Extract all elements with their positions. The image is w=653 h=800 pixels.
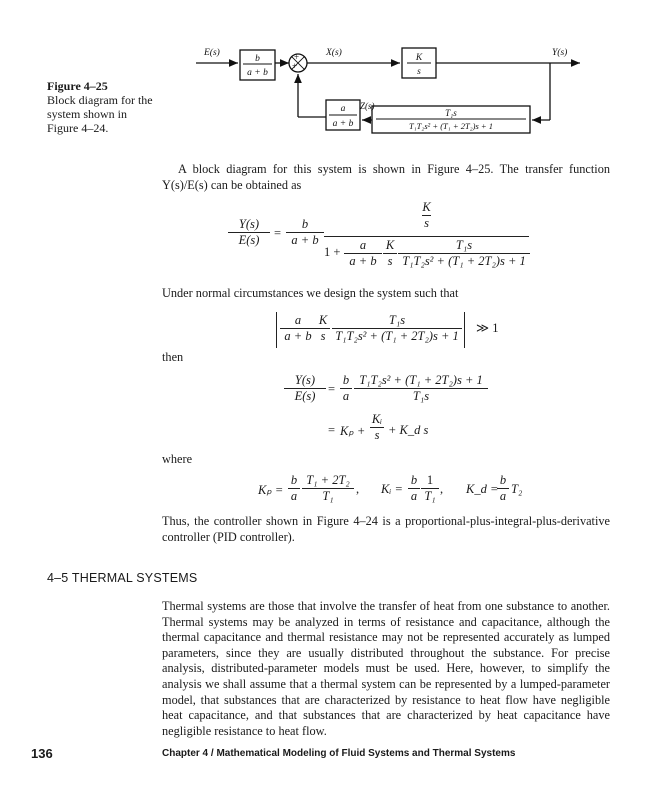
- eq2-k: K: [318, 313, 328, 327]
- sum-sign-top: +: [294, 52, 300, 62]
- eq4-comma: ,: [356, 482, 360, 496]
- paragraph-intro: A block diagram for this system is shown in Figure 4–25. The transfer function Y(s)/E(s) can be obtained as: [162, 162, 610, 192]
- figure-caption: [47, 79, 157, 135]
- eq4-kp-lhs: Kₚ =: [258, 483, 284, 497]
- equation-gains: [258, 471, 558, 511]
- eq4-b2: b: [410, 473, 418, 487]
- fb2-denominator: T₁T₂s² + (T₁ + 2T₂)s + 1: [408, 121, 494, 131]
- eq3-poly: T₁T₂s² + (T₁ + 2T₂)s + 1: [359, 373, 483, 387]
- paragraph-design: Under normal circumstances we design the system such that: [162, 286, 459, 300]
- eq1-a-plus-b: a + b: [286, 232, 324, 248]
- eq4-t1b: T₁: [421, 488, 439, 504]
- eq3-lhs-num: Y(s): [294, 373, 316, 387]
- eq2-relation: ≫ 1: [476, 321, 499, 335]
- eq1-k: K: [385, 238, 395, 252]
- eq4-a3: a: [497, 488, 509, 504]
- label-e-s: E(s): [204, 48, 220, 58]
- eq4-t1: T₁: [302, 488, 354, 504]
- eq1-lhs-num: Y(s): [238, 217, 260, 231]
- paragraph-pid-conclusion: Thus, the controller shown in Figure 4–24 is a proportional-plus-integral-plus-derivative controller (PID controller).: [162, 514, 610, 544]
- equation-transfer-function: [228, 200, 548, 272]
- fb2-numerator: T₁s: [445, 108, 457, 118]
- eq4-one: 1: [426, 473, 434, 487]
- eq4-t2: T₂: [511, 482, 523, 496]
- eq4-t-sum: T₁ + 2T₂: [306, 473, 350, 487]
- eq4-ki-lhs: Kᵢ =: [381, 482, 403, 496]
- eq2-poly: T₁T₂s² + (T₁ + 2T₂)s + 1: [332, 328, 462, 344]
- word-where: where: [162, 452, 193, 466]
- eq4-b3: b: [499, 473, 507, 487]
- page-number: 136: [31, 746, 53, 761]
- eq2-a: a: [294, 313, 302, 327]
- eq1-a-plus-b-2: a + b: [344, 253, 382, 269]
- eq3-t1s: T₁s: [354, 388, 488, 404]
- running-footer: Chapter 4 / Mathematical Modeling of Fluid Systems and Thermal Systems: [162, 748, 516, 759]
- label-z-s: Z(s): [360, 101, 375, 111]
- eq3-b: b: [342, 373, 350, 387]
- block2-denominator: s: [417, 67, 421, 77]
- figure-label: Figure 4–25: [47, 79, 108, 93]
- paragraph-thermal-systems: Thermal systems are those that involve the transfer of heat from one substance to another. Thermal systems may be analyzed in terms of resistance and capacitance, although the thermal capacitance and thermal resistance may not be represented accurately as lumped parameters, since they are usually distributed throughout the substance. For precise analysis, distributed-parameter models must be used. Here, however, to simplify the analysis we shall assume that a thermal system can be represented by a lumped-parameter model, that substances that are characterized by resistance to heat flow have negligible heat capacitance, and that substances that are characterized by heat capacitance have negligible resistance to heat flow.: [162, 599, 610, 738]
- eq1-top-k: K: [422, 200, 431, 214]
- word-then: then: [162, 350, 184, 364]
- eq3-ki: Kᵢ: [371, 412, 383, 426]
- eq3-kp: Kₚ +: [340, 424, 366, 438]
- sum-sign-left: +: [292, 61, 298, 71]
- eq1-s: s: [383, 253, 397, 269]
- fb1-numerator: a: [340, 104, 346, 114]
- eq3-equals: =: [328, 382, 336, 396]
- eq1-one-plus: 1 +: [324, 245, 341, 259]
- label-x-s: X(s): [326, 48, 342, 58]
- block1-numerator: b: [255, 54, 260, 64]
- eq1-b: b: [301, 217, 309, 231]
- eq1-top-s: s: [424, 216, 429, 230]
- eq1-equals: =: [274, 226, 282, 240]
- block2-numerator: K: [415, 53, 423, 63]
- eq1-lhs-den: E(s): [228, 232, 270, 248]
- block1-denominator: a + b: [247, 68, 268, 78]
- eq4-b: b: [290, 473, 298, 487]
- eq4-a2: a: [408, 488, 420, 504]
- eq3-kd: + K_d s: [388, 423, 429, 437]
- figure-caption-text: Block diagram for the system shown in Figure 4–24.: [47, 93, 153, 135]
- eq1-a: a: [359, 238, 367, 252]
- section-title: 4–5 THERMAL SYSTEMS: [47, 571, 198, 585]
- eq2-a-plus-b: a + b: [280, 328, 316, 344]
- eq3-lhs-den: E(s): [284, 388, 326, 404]
- eq3-equals-2: =: [328, 423, 336, 437]
- eq4-a: a: [288, 488, 300, 504]
- eq1-poly: T₁T₂s² + (T₁ + 2T₂)s + 1: [398, 253, 530, 269]
- eq3-a: a: [340, 388, 352, 404]
- eq4-comma2: ,: [440, 482, 444, 496]
- eq1-t1s: T₁s: [455, 238, 473, 252]
- eq2-t1s: T₁s: [388, 313, 406, 327]
- equation-pid-form: [284, 370, 524, 450]
- eq4-kd-lhs: K_d =: [466, 482, 499, 496]
- fb1-denominator: a + b: [332, 119, 354, 129]
- label-y-s: Y(s): [552, 48, 568, 58]
- eq3-s: s: [370, 427, 384, 443]
- equation-inequality: [276, 311, 516, 351]
- eq2-s: s: [316, 328, 330, 344]
